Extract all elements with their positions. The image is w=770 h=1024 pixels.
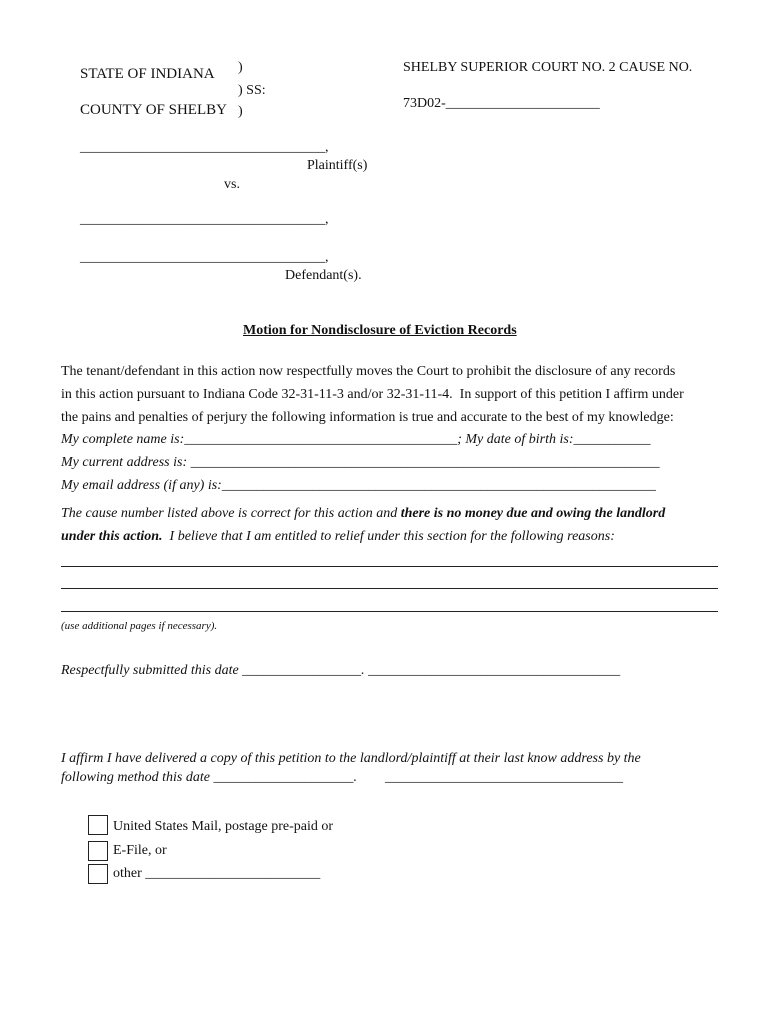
name-and-dob-field[interactable]: My complete name is:_______________________________________; My date of birth is:___________ xyxy=(61,432,651,447)
court-name: SHELBY SUPERIOR COURT NO. 2 CAUSE NO. xyxy=(403,60,693,75)
other-method-checkbox[interactable] xyxy=(88,864,108,884)
reasons-intro-text: I believe that I am entitled to relief under this section for the following reasons: xyxy=(162,529,615,544)
reason-line[interactable] xyxy=(61,566,718,567)
us-mail-label: United States Mail, postage pre-paid or xyxy=(113,819,334,834)
affirmation-text: I affirm I have delivered a copy of this petition to the landlord/plaintiff at their last know address by the xyxy=(61,751,641,766)
no-money-due-text: there is no money due and owing the landlord xyxy=(400,506,666,521)
plaintiff-label: Plaintiff(s) xyxy=(307,158,368,173)
reason-line[interactable] xyxy=(61,588,718,589)
e-file-label: E-File, or xyxy=(113,843,167,858)
county-caption: COUNTY OF SHELBY xyxy=(80,102,227,118)
defendant-label: Defendant(s). xyxy=(285,268,362,283)
delivery-date-and-signature-field[interactable]: following method this date ____________________. __________________________________ xyxy=(61,770,623,785)
document-title: Motion for Nondisclosure of Eviction Records xyxy=(243,323,517,338)
body-text: the pains and penalties of perjury the following information is true and accurate to the best of my knowledge: xyxy=(61,410,674,425)
under-this-action-text: under this action. xyxy=(61,529,163,544)
caption-paren: ) xyxy=(238,104,243,119)
cause-text: The cause number listed above is correct for this action and xyxy=(61,506,401,521)
additional-pages-note: (use additional pages if necessary). xyxy=(61,620,218,632)
body-text: The tenant/defendant in this action now respectfully moves the Court to prohibit the disclosure of any records xyxy=(61,364,676,379)
caption-paren: ) xyxy=(238,60,243,75)
ss-label: ) SS: xyxy=(238,83,266,98)
email-field[interactable]: My email address (if any) is:______________________________________________________________ xyxy=(61,478,656,493)
cause-statement-cont xyxy=(61,529,615,545)
versus-label: vs. xyxy=(224,177,240,192)
cause-number-field[interactable]: 73D02-______________________ xyxy=(403,96,600,111)
state-caption: STATE OF INDIANA xyxy=(80,66,215,82)
other-method-field[interactable]: other _________________________ xyxy=(113,866,321,881)
e-file-checkbox[interactable] xyxy=(88,841,108,861)
current-address-field[interactable]: My current address is: ___________________________________________________________________ xyxy=(61,455,660,470)
submission-date-and-signature-field[interactable]: Respectfully submitted this date _________________. ____________________________________ xyxy=(61,663,621,678)
cause-statement xyxy=(61,506,665,522)
defendant-name-field[interactable]: ___________________________________, xyxy=(80,212,329,227)
reason-line[interactable] xyxy=(61,611,718,612)
defendant-name-field[interactable]: ___________________________________, xyxy=(80,250,329,265)
us-mail-checkbox[interactable] xyxy=(88,815,108,835)
body-text: in this action pursuant to Indiana Code 32-31-11-3 and/or 32-31-11-4. In support of this petition I affirm under xyxy=(61,387,684,402)
plaintiff-name-field[interactable]: ___________________________________, xyxy=(80,140,329,155)
